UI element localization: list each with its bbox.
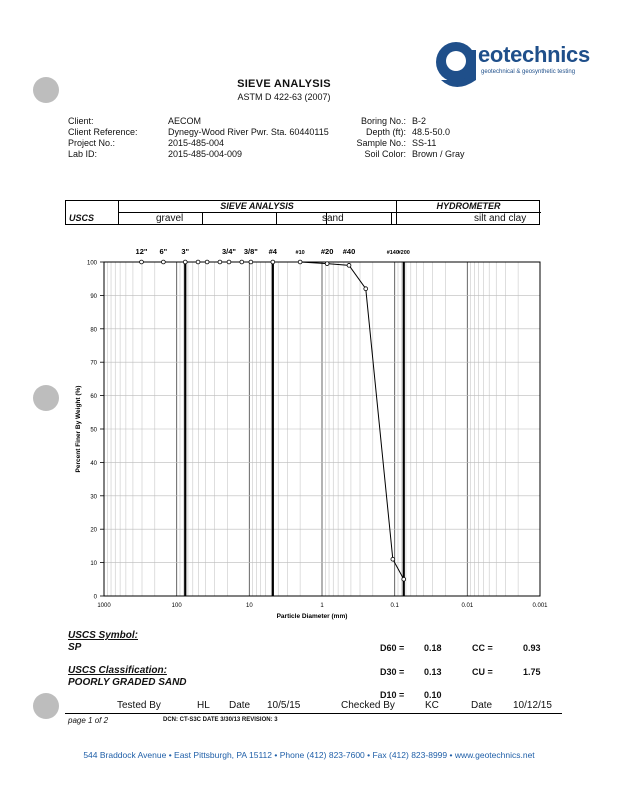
checked-date-label: Date [471,700,493,711]
sieve-label: 3" [181,247,190,256]
cu-value: 1.75 [523,667,541,677]
sieve-label: #20 [320,247,334,256]
data-point [249,260,253,264]
dcn-line: DCN: CT-S3C DATE 3/30/13 REVISION: 3 [163,717,278,723]
y-tick-label: 50 [90,427,97,434]
sample-no-label: Sample No.: [356,138,406,148]
data-point [271,260,275,264]
info-right-values [412,116,465,160]
y-tick-label: 30 [90,494,97,501]
depth-value: 48.5-50.0 [412,127,451,137]
boring-no-label: Boring No.: [360,116,406,126]
sieve-label: #40 [342,247,356,256]
checked-date-value: 10/12/15 [513,700,552,711]
y-tick-label: 70 [90,360,97,367]
lab-id-value: 2015-485-004-009 [168,149,243,159]
report-title: SIEVE ANALYSIS [237,78,331,90]
data-point [391,557,395,561]
silt-and-clay-cell: silt and clay [474,213,527,224]
y-tick-label: 90 [90,293,97,300]
logo-wordmark: eotechnics [478,42,590,67]
binder-hole-bottom [33,693,59,719]
depth-label: Depth (ft): [365,127,406,137]
logo-letter [0,0,1,1]
sieve-label: 3/8" [243,247,258,256]
cu-label: CU = [472,667,493,677]
x-tick-label: 0.01 [461,603,474,609]
classification-table [65,200,540,225]
gradation-chart [0,236,618,626]
y-tick-label: 10 [90,561,97,568]
logo-tagline: geotechnical & geosynthetic testing [481,69,576,75]
y-axis-label: Percent Finer By Weight (%) [75,385,82,473]
data-point [196,260,200,264]
uscs-heading: USCS [69,213,95,223]
info-left-labels [68,116,138,160]
tested-date-value: 10/5/15 [267,700,301,711]
data-point [347,263,351,267]
data-point [161,260,165,264]
sieve-label: #140 [386,250,399,256]
d30-value: 0.13 [424,667,442,677]
sieve-label: 12" [135,247,148,256]
d60-value: 0.18 [424,643,442,653]
x-axis-label: Particle Diameter (mm) [276,613,348,620]
boring-no-value: B-2 [412,116,427,126]
uscs-classification-label: USCS Classification: [68,665,167,676]
soil-color-value: Brown / Gray [412,149,465,159]
x-tick-label: 1 [320,603,324,609]
y-tick-label: 100 [86,260,97,267]
data-point [325,262,329,266]
tested-date-label: Date [229,700,251,711]
data-point [140,260,144,264]
y-tick-label: 0 [93,594,97,601]
data-point [218,260,222,264]
cc-value: 0.93 [523,643,541,653]
d10-label: D10 = [380,690,405,700]
data-point [298,260,302,264]
checked-by-value: KC [425,700,439,711]
signoff-row [65,700,562,714]
x-tick-label: 1000 [97,603,111,609]
cc-label: CC = [472,643,493,653]
x-tick-label: 10 [245,603,253,609]
uscs-classification-value: POORLY GRADED SAND [68,677,187,688]
sieve-label: #10 [295,250,305,256]
sieve-label: #200 [397,250,410,256]
y-tick-label: 80 [90,327,97,334]
x-tick-label: 100 [171,603,182,609]
sieve-label: 6" [159,247,168,256]
d60-label: D60 = [380,643,405,653]
lab-id-label: Lab ID: [68,149,98,159]
x-tick-label: 0.1 [390,603,399,609]
tested-by-value: HL [197,700,210,711]
project-no-value: 2015-485-004 [168,138,225,148]
sieve-analysis-heading: SIEVE ANALYSIS [220,201,294,211]
x-tick-label: 0.001 [532,603,548,609]
y-tick-label: 40 [90,460,97,467]
client-label: Client: [68,116,94,126]
uscs-symbol-label: USCS Symbol: [68,630,139,641]
sieve-label: 3/4" [222,247,236,256]
checked-by-label: Checked By [341,700,395,711]
y-tick-label: 20 [90,527,97,534]
tested-by-label: Tested By [117,700,161,711]
data-point [205,260,209,264]
hydrometer-heading: HYDROMETER [436,201,501,211]
d10-value: 0.10 [424,690,442,700]
info-left-values [168,116,329,160]
sample-no-value: SS-11 [412,138,437,148]
soil-color-label: Soil Color: [364,149,406,159]
data-point [227,260,231,264]
data-point [402,577,406,581]
sieve-label: #4 [268,247,277,256]
client-reference-value: Dynegy-Wood River Pwr. Sta. 60440115 [168,127,329,137]
footer-address: 544 Braddock Avenue • East Pittsburgh, PA 15112 • Phone (412) 823-7600 • Fax (412) 823-8999 • www.geotechnics.net [83,750,535,760]
info-right-labels [330,116,406,160]
project-no-label: Project No.: [68,138,116,148]
data-point [183,260,187,264]
data-point [240,260,244,264]
uscs-symbol-value: SP [68,642,82,653]
sand-cell: sand [322,213,344,224]
data-point [364,287,368,291]
d30-label: D30 = [380,667,405,677]
report-standard: ASTM D 422-63 (2007) [237,92,331,102]
gravel-cell: gravel [156,213,184,224]
page-number: page 1 of 2 [68,716,109,725]
y-tick-label: 60 [90,394,97,401]
client-reference-label: Client Reference: [68,127,138,137]
client-value: AECOM [168,116,202,126]
